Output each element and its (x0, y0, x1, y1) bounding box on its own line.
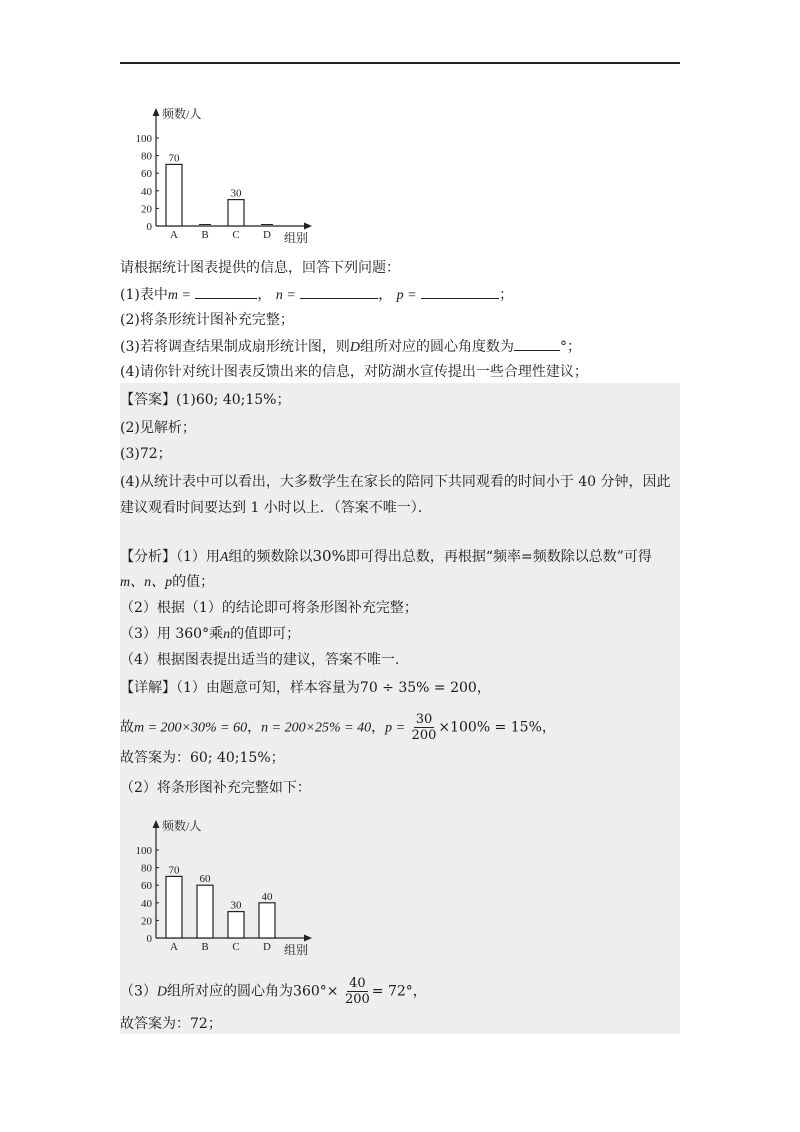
analysis-line-2 (120, 572, 214, 593)
fraction-denominator: 200 (344, 992, 370, 1007)
detail-l2-n: n = 200×25% = 40 (261, 720, 372, 736)
detail-line-3: 故答案为：60; 40;15%； (120, 750, 285, 766)
answer-3: (3)72； (120, 446, 172, 462)
detail-l2-sep2: ， (371, 719, 386, 736)
x-tick-label: B (201, 229, 209, 241)
bar-chart-complete (120, 812, 330, 957)
data-label: 30 (230, 187, 242, 200)
question-3 (120, 336, 581, 358)
question-1 (120, 284, 513, 306)
x-tick-label: B (201, 941, 209, 953)
detail-line-4: （2）将条形图补充完整如下： (120, 780, 311, 796)
detail-l2-p: p = (385, 720, 406, 736)
analysis-l4-b: 的值即可； (230, 626, 301, 642)
detail-l2-fraction (412, 712, 437, 743)
fraction-numerator: 30 (415, 712, 433, 727)
data-label: 40 (261, 890, 273, 903)
x-tick-label: C (232, 229, 240, 241)
x-tick-label: C (232, 941, 240, 953)
y-tick-label: 0 (146, 221, 152, 233)
detail-l5-end: ， (412, 983, 427, 1000)
bar (228, 200, 244, 226)
q3-prefix: (3)若将调查结果制成扇形统计图，则 (120, 339, 350, 355)
x-axis-label: 组别 (284, 231, 309, 245)
analysis-l2-text: 的值； (172, 574, 215, 590)
q1-m: m = (167, 288, 191, 303)
q1-sep-1: ， (257, 287, 272, 303)
q1-m-blank (195, 284, 257, 299)
detail-l1-expr: 70 ÷ 35% = 200 (359, 680, 477, 696)
y-tick-label: 60 (141, 168, 152, 181)
y-tick-label: 100 (135, 133, 152, 145)
x-tick-label: D (263, 229, 271, 241)
detail-l5-b: 组所对应的圆心角为 (167, 983, 294, 1000)
y-tick-label: 80 (141, 862, 152, 875)
y-tick-label: 60 (141, 880, 152, 893)
answer-1 (120, 390, 290, 410)
q1-n: n = (275, 288, 296, 303)
data-label: 60 (199, 873, 211, 886)
bar (197, 885, 213, 938)
x-axis-arrow (304, 935, 312, 942)
y-tick-label: 40 (141, 897, 152, 910)
analysis-l1-var: A (219, 550, 229, 565)
analysis-l4-var: n (223, 627, 231, 642)
analysis-l1-c: 即可得出总数，再根据“频率=频数除以总数”可得 (345, 549, 652, 565)
x-tick-label: A (170, 941, 178, 953)
q3-suffix: 组所对应的圆心角度数为 (359, 339, 514, 355)
analysis-l1-pct: 30% (312, 547, 346, 565)
detail-line-2 (120, 712, 556, 743)
q1-sep-2: ， (378, 287, 393, 303)
answer-4-line-2: 建议观看时间要达到 1 小时以上．（答案不唯一）． (120, 500, 432, 516)
detail-line-5 (120, 976, 427, 1007)
detail-line-1 (120, 678, 491, 698)
detail-l1-text: （1）由题意可知，样本容量为 (176, 680, 360, 696)
bar (166, 876, 182, 938)
y-tick-label: 20 (141, 203, 152, 216)
q3-var: D (349, 340, 360, 355)
question-4: (4)请你针对统计图表反馈出来的信息，对防湖水宣传提出一些合理性建议； (120, 364, 588, 380)
y-tick-label: 40 (141, 185, 152, 198)
analysis-line-1 (120, 546, 652, 568)
question-2: (2)将条形统计图补充完整； (120, 312, 294, 328)
x-tick-label: D (263, 941, 271, 953)
analysis-line-3: （2）根据（1）的结论即可将条形图补充完整； (120, 600, 418, 616)
analysis-l4-a: （3）用 360°乘 (120, 626, 224, 642)
x-axis-arrow (304, 223, 312, 230)
detail-l1-end: ， (476, 680, 491, 696)
x-tick-label: A (170, 229, 178, 241)
q3-end: °； (559, 339, 581, 355)
a1-label: (1) (176, 392, 196, 408)
detail-l5-expr-b: = 72° (371, 983, 413, 1000)
detail-l5-a: （3） (120, 983, 157, 1000)
data-label: 70 (168, 152, 180, 165)
answer-tag: 【答案】 (120, 392, 176, 408)
top-rule (120, 62, 680, 64)
bar (166, 164, 182, 226)
analysis-tag: 【分析】 (120, 549, 176, 565)
detail-l2-p-tail: ×100% = 15% (438, 719, 542, 736)
y-axis-label: 频数/人 (162, 107, 202, 121)
analysis-l1-b: 组的频数除以 (228, 549, 313, 565)
q1-prefix: (1)表中 (120, 287, 168, 303)
q1-p: p = (396, 288, 417, 303)
y-tick-label: 20 (141, 915, 152, 928)
a1-end: ； (276, 392, 291, 408)
detail-l5-var: D (156, 984, 168, 1000)
y-axis-arrow (153, 108, 160, 116)
x-axis-label: 组别 (284, 943, 309, 957)
question-intro: 请根据统计图表提供的信息，回答下列问题： (120, 260, 400, 276)
detail-l2-end: ， (541, 719, 556, 736)
q3-blank (514, 336, 560, 351)
detail-l2-prefix: 故 (120, 719, 134, 736)
bar-chart-incomplete (120, 100, 330, 245)
y-tick-label: 100 (135, 845, 152, 857)
detail-l5-fraction (345, 976, 370, 1007)
bar (228, 912, 244, 938)
q1-end: ； (499, 287, 514, 303)
bar (259, 903, 275, 938)
fraction-denominator: 200 (411, 728, 437, 743)
fraction-numerator: 40 (349, 976, 366, 991)
detail-line-6: 故答案为：72； (120, 1016, 222, 1032)
analysis-line-4 (120, 624, 300, 645)
y-axis-arrow (153, 820, 160, 828)
q1-n-blank (300, 284, 378, 299)
answer-2: (2)见解析； (120, 420, 196, 436)
detail-l2-m: m = 200×30% = 60 (134, 720, 248, 736)
analysis-l1-a: （1）用 (176, 549, 220, 565)
analysis-l2-vars: m、n、p (120, 575, 173, 590)
detail-tag: 【详解】 (120, 680, 176, 696)
y-tick-label: 80 (141, 150, 152, 163)
data-label: 30 (230, 899, 242, 912)
y-axis-label: 频数/人 (162, 819, 202, 833)
answer-4-line-1: (4)从统计表中可以看出，大多数学生在家长的陪同下共同观看的时间小于 40 分钟，因此 (120, 474, 671, 490)
detail-l5-expr-a: 360°× (293, 983, 339, 1000)
q1-p-blank (421, 284, 499, 299)
y-tick-label: 0 (146, 933, 152, 945)
data-label: 70 (168, 864, 180, 877)
a1-value: 60; 40;15% (195, 392, 277, 408)
detail-l2-sep1: ， (247, 719, 262, 736)
analysis-line-5: （4）根据图表提出适当的建议，答案不唯一. (120, 652, 400, 668)
